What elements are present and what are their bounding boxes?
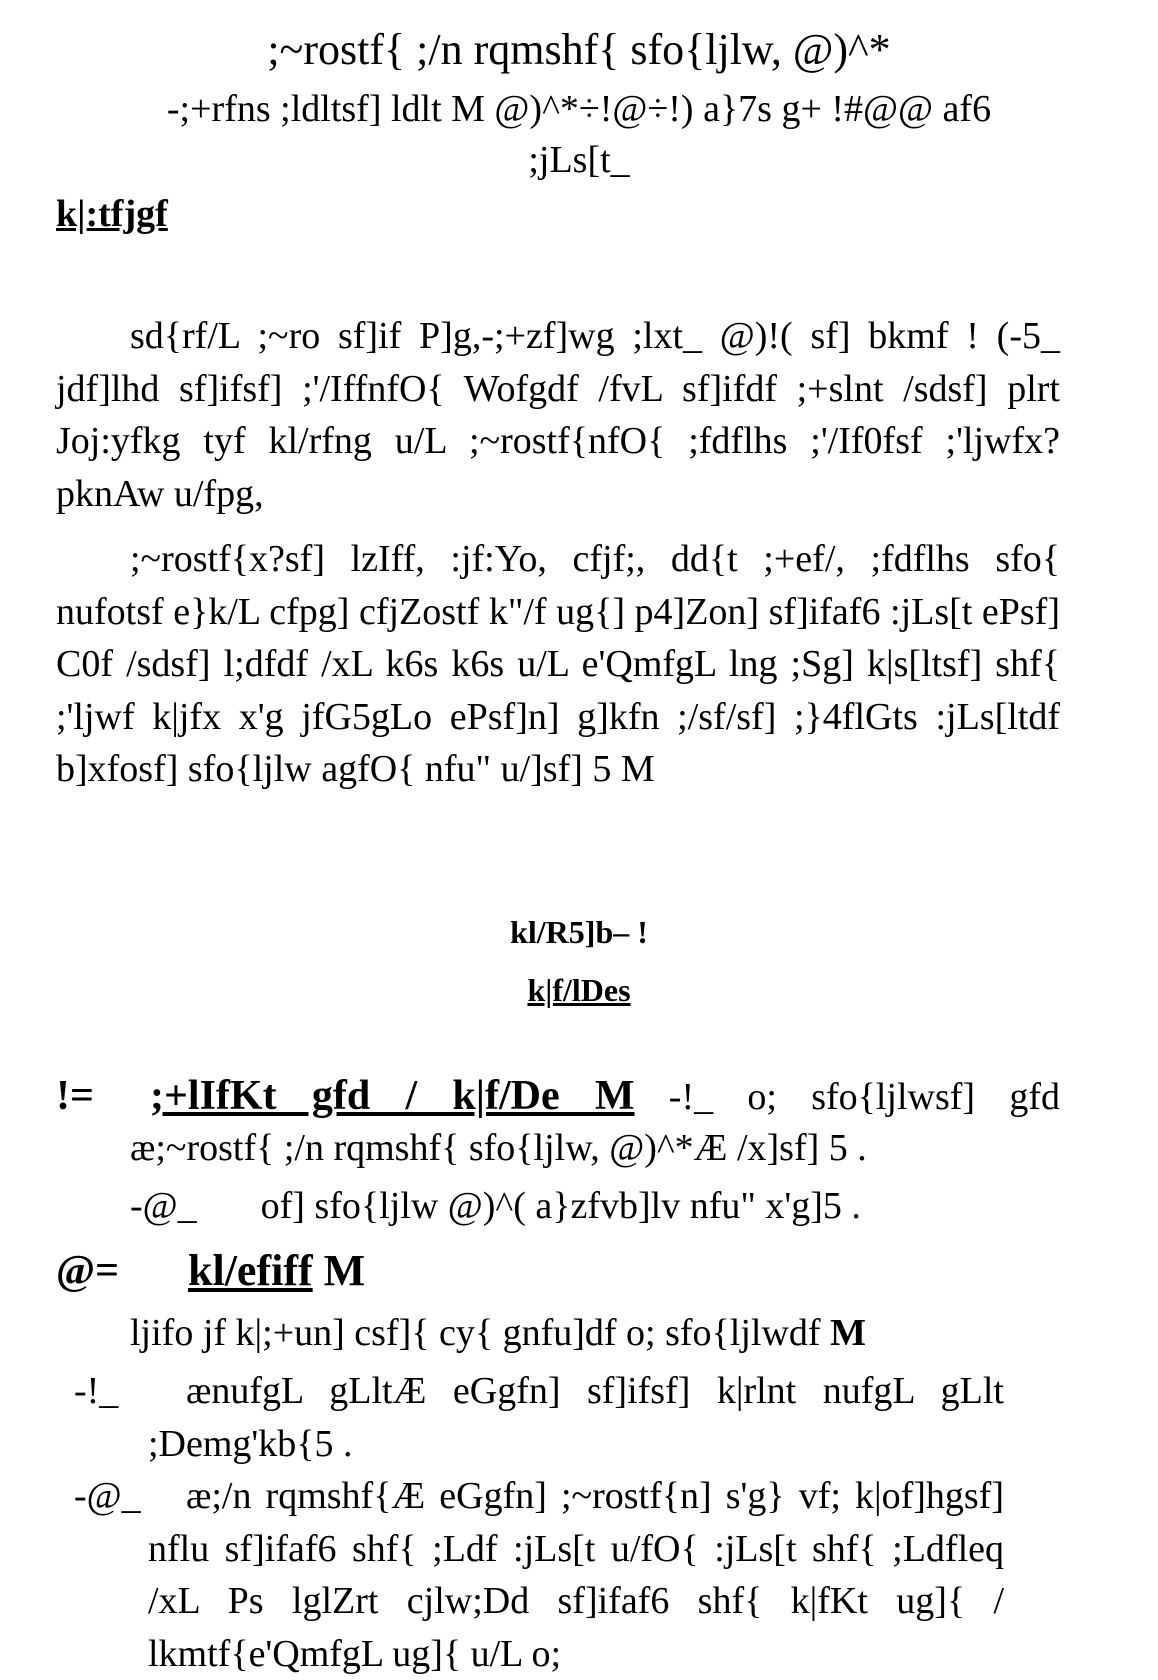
section-2-heading [188,1245,365,1298]
background-heading: k|:tfjgf [56,193,168,235]
section-1-clause-2-mark: -@_ [130,1185,197,1227]
section-1-heading-line [150,1070,1060,1124]
section-1-clause-2 [130,1180,861,1233]
section-1-clause-1-lead: -!_ o; sfo{ljlwsf] gfd [668,1076,1061,1118]
document-title: ;~rostf{ ;/n rqmshf{ sfo{ljlw, @)^* [267,25,891,74]
definition-item-2-mark: -@_ [74,1475,141,1517]
section-2-intro-text: ljifo jf k|;+un] csf]{ cy{ gnfu]df o; sfo{ljlwdf [130,1312,821,1354]
section-2-title-suffix: M [323,1246,366,1295]
background-paragraph-1: sd{rf/L ;~ro sf]if P]g,-;+zf]wg ;lxt_ @)!( sf] bkmf ! (-5_ jdf]lhd sf]ifsf] ;'/IffnfO{ Wofgdf /fvL sf]ifdf ;+slnt /sdsf] plrt Joj:yfkg tyf kl/rfng u/L ;~rostf{nfO{ ;fdflhs ;'/If0fsf ;'ljwfx? pknAw u/fpg, [56,315,1060,515]
section-2-intro [130,1307,866,1360]
section-1-clause-1-text: æ;~rostf{ ;/n rqmshf{ sfo{ljlw, @)^*Æ /x]sf] 5 . [130,1127,867,1169]
section-1-title: ;+lIfKt gfd / k|f/De M [150,1073,635,1119]
definition-item-1-text: ænufgL gLltÆ eGgfn] sf]ifsf] k|rlnt nufgL gLlt ;Demg'kb{5 . [148,1370,1004,1465]
section-2-title: kl/efiff [188,1246,313,1295]
document-approval-note: ;jLs[t_ [528,139,630,181]
background-paragraph-2: ;~rostf{x?sf] lzIff, :jf:Yo, cfjf;, dd{t ;+ef/, ;fdflhs sfo{ nufotsf e}k/L cfpg] cfjZostf k"/f ug{] p4]Zon] sf]ifaf6 :jLs[t ePsf] C0f /sdsf] l;dfdf /xL k6s k6s u/L e'QmfgL lng ;Sg] k|s[ltsf] shf{ ;'ljwf k|jfx x'g jfG5gLo ePsf]n] g]kfn ;/sf/sf] ;}4flGts :jLs[ltdf b]xfosf] sfo{ljlw agfO{ nfu" u/]sf] 5 M [56,538,1060,790]
definition-item-1 [74,1365,1004,1470]
chapter-title: k|f/lDes [527,972,631,1008]
definition-item-2-text: æ;/n rqmshf{Æ eGgfn] ;~rostf{n] s'g} vf; k|of]hgsf] nflu sf]ifaf6 shf{ ;Ldf :jLs[t u/fO{ :jLs[t shf{ ;Ldfleq /xL Ps lglZrt cjlw;Dd sf]ifaf6 shf{ k|fKt ug]{ / lkmtf{e'QmfgL ug]{ u/L o; [148,1475,1004,1675]
section-1-clause-2-text: of] sfo{ljlw @)^( a}zfvb]lv nfu" x'g]5 . [260,1185,861,1227]
section-2-number: @= [56,1248,119,1294]
definition-item-2 [74,1470,1004,1680]
section-1-number: != [56,1073,94,1119]
document-subtitle: -;+rfns ;ldltsf] ldlt M @)^*÷!@÷!) a}7s g+ !#@@ af6 [166,88,992,130]
definition-item-1-mark: -!_ [74,1370,119,1412]
section-2-intro-bold: M [830,1312,866,1354]
chapter-number: kl/R5]b– ! [510,914,648,950]
